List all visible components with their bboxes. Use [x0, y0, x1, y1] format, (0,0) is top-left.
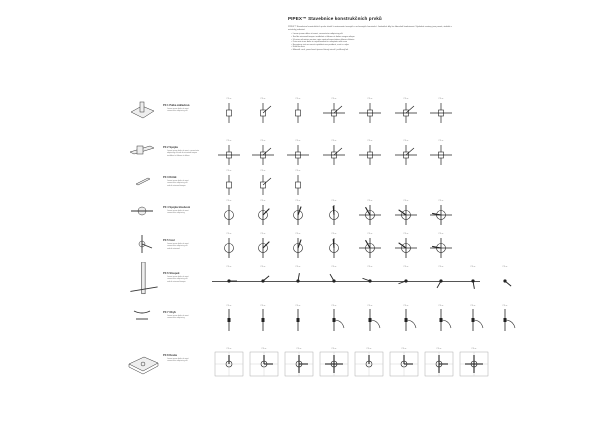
variant-cell	[426, 305, 456, 335]
product-illustration	[128, 170, 156, 198]
variant-cell	[355, 98, 385, 128]
component-name: PX 2 Spojka	[163, 146, 178, 149]
variant-label: PX xx	[438, 305, 444, 307]
feature-item: • Materiál: ocel, povrchová úprava žárový zinek / práškový lak	[291, 49, 458, 52]
assembly-diagram	[214, 351, 244, 378]
assembly-diagram	[391, 308, 421, 335]
assembly-diagram	[283, 143, 313, 170]
variant-label: PX xx	[226, 348, 232, 350]
assembly-diagram	[214, 143, 244, 170]
variant-cell	[355, 140, 385, 170]
variant-cell	[355, 200, 385, 230]
variant-cell	[283, 140, 313, 170]
variant-cell	[459, 348, 489, 378]
variant-label: PX xx	[471, 348, 477, 350]
component-description	[163, 108, 215, 113]
variant-label: PX xx	[401, 348, 407, 350]
assembly-diagram	[355, 143, 385, 170]
variant-cell	[214, 200, 244, 230]
assembly-diagram	[490, 269, 520, 296]
plate-icon	[128, 348, 160, 376]
component-description	[163, 180, 215, 187]
component-name: PX 4 Spojka kloubová	[163, 206, 190, 209]
description-line: Lorem ipsum dolor sit amet	[167, 358, 189, 360]
variant-cell	[248, 305, 278, 335]
variant-label: PX xx	[226, 200, 232, 202]
assembly-diagram	[355, 203, 385, 230]
product-illustration	[128, 233, 156, 261]
variant-cell	[214, 140, 244, 170]
component-info	[163, 176, 215, 187]
assembly-diagram	[248, 143, 278, 170]
variant-cell	[426, 140, 456, 170]
assembly-diagram	[391, 203, 421, 230]
variant-label: PX xx	[226, 266, 232, 268]
component-info	[163, 354, 215, 363]
variant-cell	[214, 98, 244, 128]
variant-label: PX xx	[366, 348, 372, 350]
variant-label: PX xx	[295, 98, 301, 100]
bend-icon	[128, 305, 160, 333]
assembly-diagram	[248, 236, 278, 263]
variant-label: PX xx	[403, 200, 409, 202]
variant-label: PX xx	[367, 200, 373, 202]
variant-label: PX xx	[403, 98, 409, 100]
variant-label: PX xx	[331, 305, 337, 307]
assembly-diagram	[248, 101, 278, 128]
variant-label: PX xx	[260, 266, 266, 268]
variant-cell	[319, 98, 349, 128]
assembly-diagram	[319, 101, 349, 128]
assembly-diagram	[214, 236, 244, 263]
variant-label: PX xx	[403, 233, 409, 235]
assembly-diagram	[426, 236, 456, 263]
variant-cell	[284, 348, 314, 378]
variant-label: PX xx	[295, 200, 301, 202]
variant-label: PX xx	[367, 266, 373, 268]
assembly-diagram	[214, 203, 244, 230]
variant-label: PX xx	[470, 266, 476, 268]
variant-label: PX xx	[367, 305, 373, 307]
assembly-diagram	[458, 269, 488, 296]
assembly-diagram	[248, 203, 278, 230]
assembly-diagram	[355, 236, 385, 263]
description-line: Lorem ipsum dolor sit amet	[167, 180, 189, 182]
description-line: Lorem ipsum dolor sit amet	[167, 315, 189, 317]
product-illustration	[128, 98, 156, 126]
assembly-diagram	[319, 236, 349, 263]
variant-label: PX xx	[261, 348, 267, 350]
component-info	[163, 104, 215, 113]
variant-cell	[248, 266, 278, 296]
component-info	[163, 272, 215, 283]
assembly-diagram	[355, 269, 385, 296]
variant-cell	[391, 98, 421, 128]
feature-item: • Ut enim ad minim veniam, quis nostrud exercitation ullamco laboris	[291, 39, 458, 42]
variant-cell	[426, 98, 456, 128]
variant-label: PX xx	[331, 266, 337, 268]
assembly-diagram	[426, 101, 456, 128]
variant-cell	[283, 305, 313, 335]
variant-cell	[283, 233, 313, 263]
feature-item: • Nulla facilisis	[291, 46, 458, 49]
component-name: PX 1 Patka základová	[163, 104, 190, 107]
product-illustration	[128, 200, 156, 228]
description-line: consectetur adipiscing elit	[167, 245, 188, 248]
product-illustration	[128, 305, 156, 333]
assembly-diagram	[214, 308, 244, 335]
feature-item: • Sed do eiusmod tempor incididunt ut labore et dolore magna aliqua	[291, 36, 458, 39]
variant-label: PX xx	[403, 266, 409, 268]
variant-label: PX xx	[502, 266, 508, 268]
assembly-diagram	[283, 173, 313, 200]
component-description	[163, 150, 215, 157]
assembly-diagram	[249, 351, 279, 378]
variant-cell	[319, 305, 349, 335]
description-line: consectetur adipiscing elit	[167, 360, 188, 363]
assembly-diagram	[284, 351, 314, 378]
variant-cell	[391, 233, 421, 263]
variant-label: PX xx	[226, 170, 232, 172]
variant-label: PX xx	[436, 348, 442, 350]
product-illustration	[128, 348, 156, 376]
assembly-diagram	[248, 308, 278, 335]
variant-label: PX xx	[470, 305, 476, 307]
assembly-diagram	[389, 351, 419, 378]
variant-label: PX xx	[331, 140, 337, 142]
description-line: sed do eiusmod tempor	[167, 184, 186, 187]
variant-label: PX xx	[331, 348, 337, 350]
description-line: sed do eiusmod tempor	[167, 280, 186, 283]
description-line: consectetur adipiscing	[167, 317, 185, 320]
variant-cell	[389, 348, 419, 378]
description-line: sed do eiusmod	[167, 247, 180, 250]
variant-label: PX xx	[260, 170, 266, 172]
feature-item: • Duis aute irure dolor in reprehenderit in voluptate velit esse	[291, 41, 458, 44]
variant-label: PX xx	[367, 98, 373, 100]
component-info	[163, 311, 215, 320]
description-line: Lorem ipsum dolor sit amet	[167, 210, 189, 212]
assembly-diagram	[319, 143, 349, 170]
variant-label: PX xx	[438, 266, 444, 268]
assembly-diagram	[283, 269, 313, 296]
feature-item: • Excepteur sint occaecat cupidatat non proident, sunt in culpa	[291, 44, 458, 47]
assembly-diagram	[319, 351, 349, 378]
variant-cell	[426, 266, 456, 296]
assembly-diagram	[214, 269, 244, 296]
variant-cell	[249, 348, 279, 378]
variant-cell	[248, 200, 278, 230]
assembly-diagram	[248, 269, 278, 296]
assembly-diagram	[355, 101, 385, 128]
post-icon	[128, 262, 160, 296]
assembly-diagram	[283, 308, 313, 335]
description-line: Lorem ipsum dolor sit amet	[167, 276, 189, 278]
assembly-diagram	[391, 269, 421, 296]
variant-label: PX xx	[331, 233, 337, 235]
assembly-diagram	[424, 351, 454, 378]
variant-label: PX xx	[260, 98, 266, 100]
description-line: consectetur adipiscing elit	[167, 182, 188, 185]
variant-label: PX xx	[367, 233, 373, 235]
component-description	[163, 243, 215, 250]
variant-label: PX xx	[438, 233, 444, 235]
component-info	[163, 206, 215, 215]
assembly-diagram	[391, 101, 421, 128]
variant-cell	[391, 140, 421, 170]
component-name: PX 6 Sloupek	[163, 272, 180, 275]
assembly-diagram	[458, 308, 488, 335]
assembly-diagram	[426, 308, 456, 335]
variant-cell	[490, 266, 520, 296]
variant-cell	[355, 305, 385, 335]
variant-cell	[458, 266, 488, 296]
coupler-icon	[128, 140, 160, 168]
catalog-title: PIPEX™ Stavebnice konstrukčních prvků	[288, 16, 382, 21]
variant-cell	[214, 266, 244, 296]
description-line: consectetur adipiscing	[167, 212, 185, 215]
variant-cell	[391, 266, 421, 296]
product-illustration	[128, 262, 156, 296]
description-line: Lorem ipsum dolor sit amet	[167, 243, 189, 245]
assembly-diagram	[283, 236, 313, 263]
variant-cell	[355, 233, 385, 263]
node-icon	[128, 233, 160, 261]
variant-cell	[355, 266, 385, 296]
variant-cell	[391, 305, 421, 335]
variant-cell	[283, 170, 313, 200]
assembly-diagram	[319, 269, 349, 296]
variant-label: PX xx	[438, 200, 444, 202]
variant-label: PX xx	[226, 305, 232, 307]
component-name: PX 8 Deska	[163, 354, 177, 357]
variant-cell	[319, 266, 349, 296]
variant-label: PX xx	[295, 140, 301, 142]
variant-label: PX xx	[403, 305, 409, 307]
assembly-diagram	[248, 173, 278, 200]
variant-label: PX xx	[367, 140, 373, 142]
variant-label: PX xx	[295, 170, 301, 172]
variant-cell	[283, 266, 313, 296]
assembly-diagram	[319, 203, 349, 230]
assembly-diagram	[214, 101, 244, 128]
variant-label: PX xx	[260, 200, 266, 202]
variant-cell	[319, 233, 349, 263]
variant-label: PX xx	[295, 266, 301, 268]
variant-cell	[426, 233, 456, 263]
assembly-diagram	[283, 203, 313, 230]
description-line: consectetur adipiscing elit	[167, 110, 188, 113]
assembly-diagram	[391, 236, 421, 263]
catalog-intro: PIPEX™ Stavebnice konstrukčních prvků slouží k sestavování nosných a ochranných konstrukcí. Jednotlivé díly lze libovolně kombinovat. Výsledné sestavy jsou pevné, stabilní a esteticky jednotné.	[288, 26, 452, 31]
variant-cell	[354, 348, 384, 378]
variant-cell	[248, 233, 278, 263]
variant-label: PX xx	[331, 200, 337, 202]
variant-cell	[319, 200, 349, 230]
description-line: consectetur adipiscing elit	[167, 278, 188, 281]
variant-label: PX xx	[438, 98, 444, 100]
variant-cell	[214, 233, 244, 263]
swivel-icon	[128, 200, 160, 228]
assembly-diagram	[459, 351, 489, 378]
description-line: Lorem ipsum dolor sit amet	[167, 108, 189, 110]
variant-label: PX xx	[260, 233, 266, 235]
variant-cell	[214, 305, 244, 335]
assembly-diagram	[426, 269, 456, 296]
bracket-icon	[128, 170, 160, 198]
assembly-diagram	[426, 203, 456, 230]
assembly-diagram	[426, 143, 456, 170]
variant-label: PX xx	[226, 98, 232, 100]
variant-cell	[248, 170, 278, 200]
variant-label: PX xx	[226, 233, 232, 235]
feature-item: • Lorem ipsum dolor sit amet, consectetur adipiscing elit	[291, 33, 458, 36]
component-info	[163, 146, 215, 157]
assembly-diagram	[214, 173, 244, 200]
variant-label: PX xx	[331, 98, 337, 100]
variant-cell	[424, 348, 454, 378]
variant-label: PX xx	[226, 140, 232, 142]
component-info	[163, 239, 215, 250]
variant-cell	[283, 200, 313, 230]
variant-cell	[248, 98, 278, 128]
variant-cell	[214, 170, 244, 200]
variant-label: PX xx	[295, 305, 301, 307]
variant-label: PX xx	[296, 348, 302, 350]
description-line: incididunt ut labore et dolore	[167, 154, 190, 157]
assembly-diagram	[283, 101, 313, 128]
variant-label: PX xx	[295, 233, 301, 235]
assembly-diagram	[355, 308, 385, 335]
component-name: PX 3 Držák	[163, 176, 177, 179]
description-line: Lorem ipsum dolor sit amet, consectetur	[167, 150, 199, 152]
assembly-diagram	[354, 351, 384, 378]
description-line: adipiscing elit sed do eiusmod tempor	[167, 152, 198, 155]
variant-label: PX xx	[502, 305, 508, 307]
component-name: PX 7 Ohyb	[163, 311, 176, 314]
product-illustration	[128, 140, 156, 168]
assembly-diagram	[490, 308, 520, 335]
variant-cell	[490, 305, 520, 335]
variant-cell	[319, 348, 349, 378]
variant-cell	[319, 140, 349, 170]
variant-cell	[283, 98, 313, 128]
component-description	[163, 210, 215, 215]
assembly-diagram	[319, 308, 349, 335]
variant-label: PX xx	[260, 305, 266, 307]
variant-cell	[458, 305, 488, 335]
variant-cell	[214, 348, 244, 378]
base-plate-icon	[128, 98, 160, 126]
variant-label: PX xx	[438, 140, 444, 142]
variant-cell	[391, 200, 421, 230]
component-description	[163, 315, 215, 320]
variant-label: PX xx	[403, 140, 409, 142]
variant-cell	[248, 140, 278, 170]
component-name: PX 5 Uzel	[163, 239, 175, 242]
variant-label: PX xx	[260, 140, 266, 142]
component-description	[163, 276, 215, 283]
variant-cell	[426, 200, 456, 230]
assembly-diagram	[391, 143, 421, 170]
component-description	[163, 358, 215, 363]
